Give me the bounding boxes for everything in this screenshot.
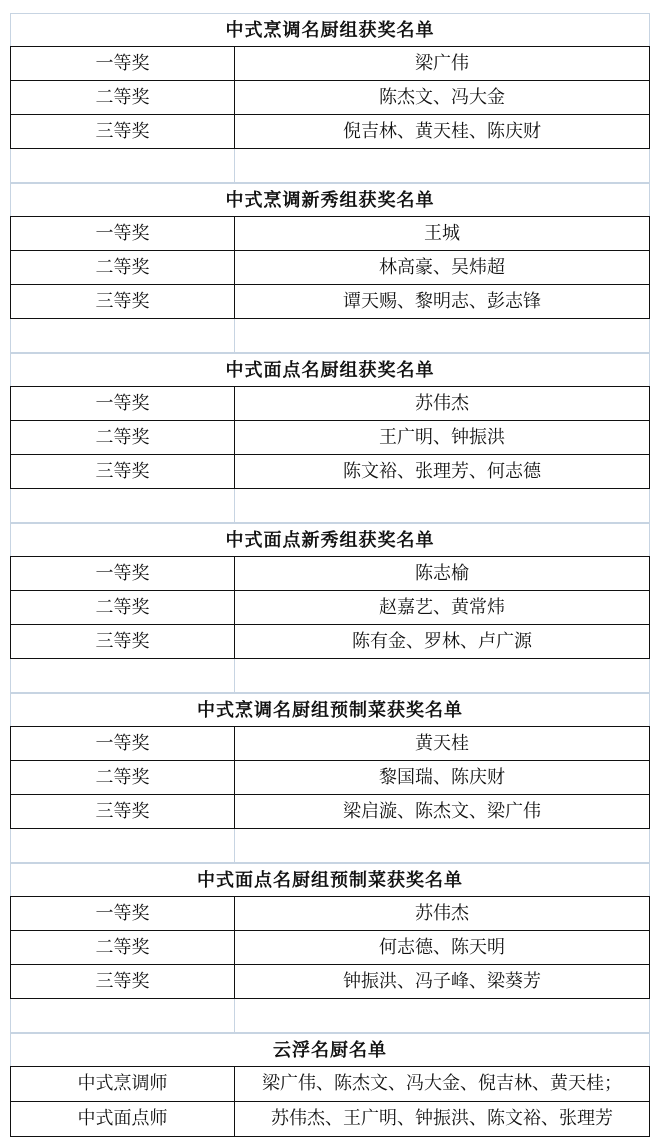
award-level: 三等奖 (11, 625, 235, 659)
winner-names: 梁广伟 (235, 47, 650, 81)
winner-names: 黎国瑞、陈庆财 (235, 761, 650, 795)
award-level: 一等奖 (11, 387, 235, 421)
award-section (10, 353, 650, 523)
award-table (10, 386, 650, 489)
award-section (10, 523, 650, 693)
winner-names: 陈有金、罗林、卢广源 (235, 625, 650, 659)
award-level: 三等奖 (11, 115, 235, 149)
award-level: 一等奖 (11, 727, 235, 761)
winner-names: 赵嘉艺、黄常炜 (235, 591, 650, 625)
award-level: 一等奖 (11, 897, 235, 931)
section-title: 中式烹调新秀组获奖名单 (10, 183, 650, 216)
table-row (11, 285, 650, 319)
chef-names: 梁广伟、陈杰文、冯大金、倪吉林、黄天桂； (235, 1067, 650, 1102)
award-level: 二等奖 (11, 251, 235, 285)
chef-category: 中式烹调师 (11, 1067, 235, 1102)
award-section (10, 863, 650, 1033)
table-row (11, 1067, 650, 1102)
award-table (10, 726, 650, 829)
award-level: 三等奖 (11, 285, 235, 319)
table-row (11, 1102, 650, 1137)
table-row (11, 421, 650, 455)
table-row (11, 251, 650, 285)
table-row (11, 47, 650, 81)
table-row (11, 591, 650, 625)
blank-row (10, 999, 650, 1033)
winner-names: 苏伟杰 (235, 897, 650, 931)
winner-names: 林高豪、吴炜超 (235, 251, 650, 285)
winner-names: 黄天桂 (235, 727, 650, 761)
section-title: 云浮名厨名单 (10, 1033, 650, 1066)
award-level: 二等奖 (11, 761, 235, 795)
award-table (10, 896, 650, 999)
winner-names: 王城 (235, 217, 650, 251)
award-level: 一等奖 (11, 557, 235, 591)
winner-names: 陈志榆 (235, 557, 650, 591)
award-level: 三等奖 (11, 795, 235, 829)
award-section (10, 693, 650, 863)
winner-names: 梁启漩、陈杰文、梁广伟 (235, 795, 650, 829)
table-row (11, 931, 650, 965)
award-level: 三等奖 (11, 455, 235, 489)
table-row (11, 897, 650, 931)
table-row (11, 455, 650, 489)
winner-names: 苏伟杰 (235, 387, 650, 421)
table-row (11, 81, 650, 115)
award-level: 二等奖 (11, 591, 235, 625)
famous-chef-table (10, 1066, 650, 1137)
table-row (11, 625, 650, 659)
section-title: 中式烹调名厨组获奖名单 (10, 13, 650, 46)
award-level: 三等奖 (11, 965, 235, 999)
chef-category: 中式面点师 (11, 1102, 235, 1137)
table-row (11, 557, 650, 591)
award-level: 一等奖 (11, 217, 235, 251)
blank-row (10, 149, 650, 183)
table-row (11, 115, 650, 149)
table-row (11, 761, 650, 795)
award-level: 二等奖 (11, 421, 235, 455)
winner-names: 谭天赐、黎明志、彭志锋 (235, 285, 650, 319)
chef-names: 苏伟杰、王广明、钟振洪、陈文裕、张理芳 (235, 1102, 650, 1137)
winner-names: 陈杰文、冯大金 (235, 81, 650, 115)
award-level: 二等奖 (11, 931, 235, 965)
award-level: 一等奖 (11, 47, 235, 81)
section-title: 中式面点名厨组获奖名单 (10, 353, 650, 386)
winner-names: 倪吉林、黄天桂、陈庆财 (235, 115, 650, 149)
award-table (10, 556, 650, 659)
blank-row (10, 319, 650, 353)
table-row (11, 795, 650, 829)
award-table (10, 46, 650, 149)
blank-row (10, 659, 650, 693)
table-row (11, 727, 650, 761)
winner-names: 王广明、钟振洪 (235, 421, 650, 455)
section-title: 中式面点新秀组获奖名单 (10, 523, 650, 556)
section-title: 中式烹调名厨组预制菜获奖名单 (10, 693, 650, 726)
winner-names: 何志德、陈天明 (235, 931, 650, 965)
section-title: 中式面点名厨组预制菜获奖名单 (10, 863, 650, 896)
table-row (11, 217, 650, 251)
famous-chef-section (10, 1033, 650, 1137)
award-section (10, 13, 650, 183)
blank-row (10, 489, 650, 523)
award-level: 二等奖 (11, 81, 235, 115)
blank-row (10, 829, 650, 863)
award-table (10, 216, 650, 319)
award-document (10, 13, 650, 1137)
table-row (11, 387, 650, 421)
award-section (10, 183, 650, 353)
winner-names: 钟振洪、冯子峰、梁葵芳 (235, 965, 650, 999)
table-row (11, 965, 650, 999)
winner-names: 陈文裕、张理芳、何志德 (235, 455, 650, 489)
